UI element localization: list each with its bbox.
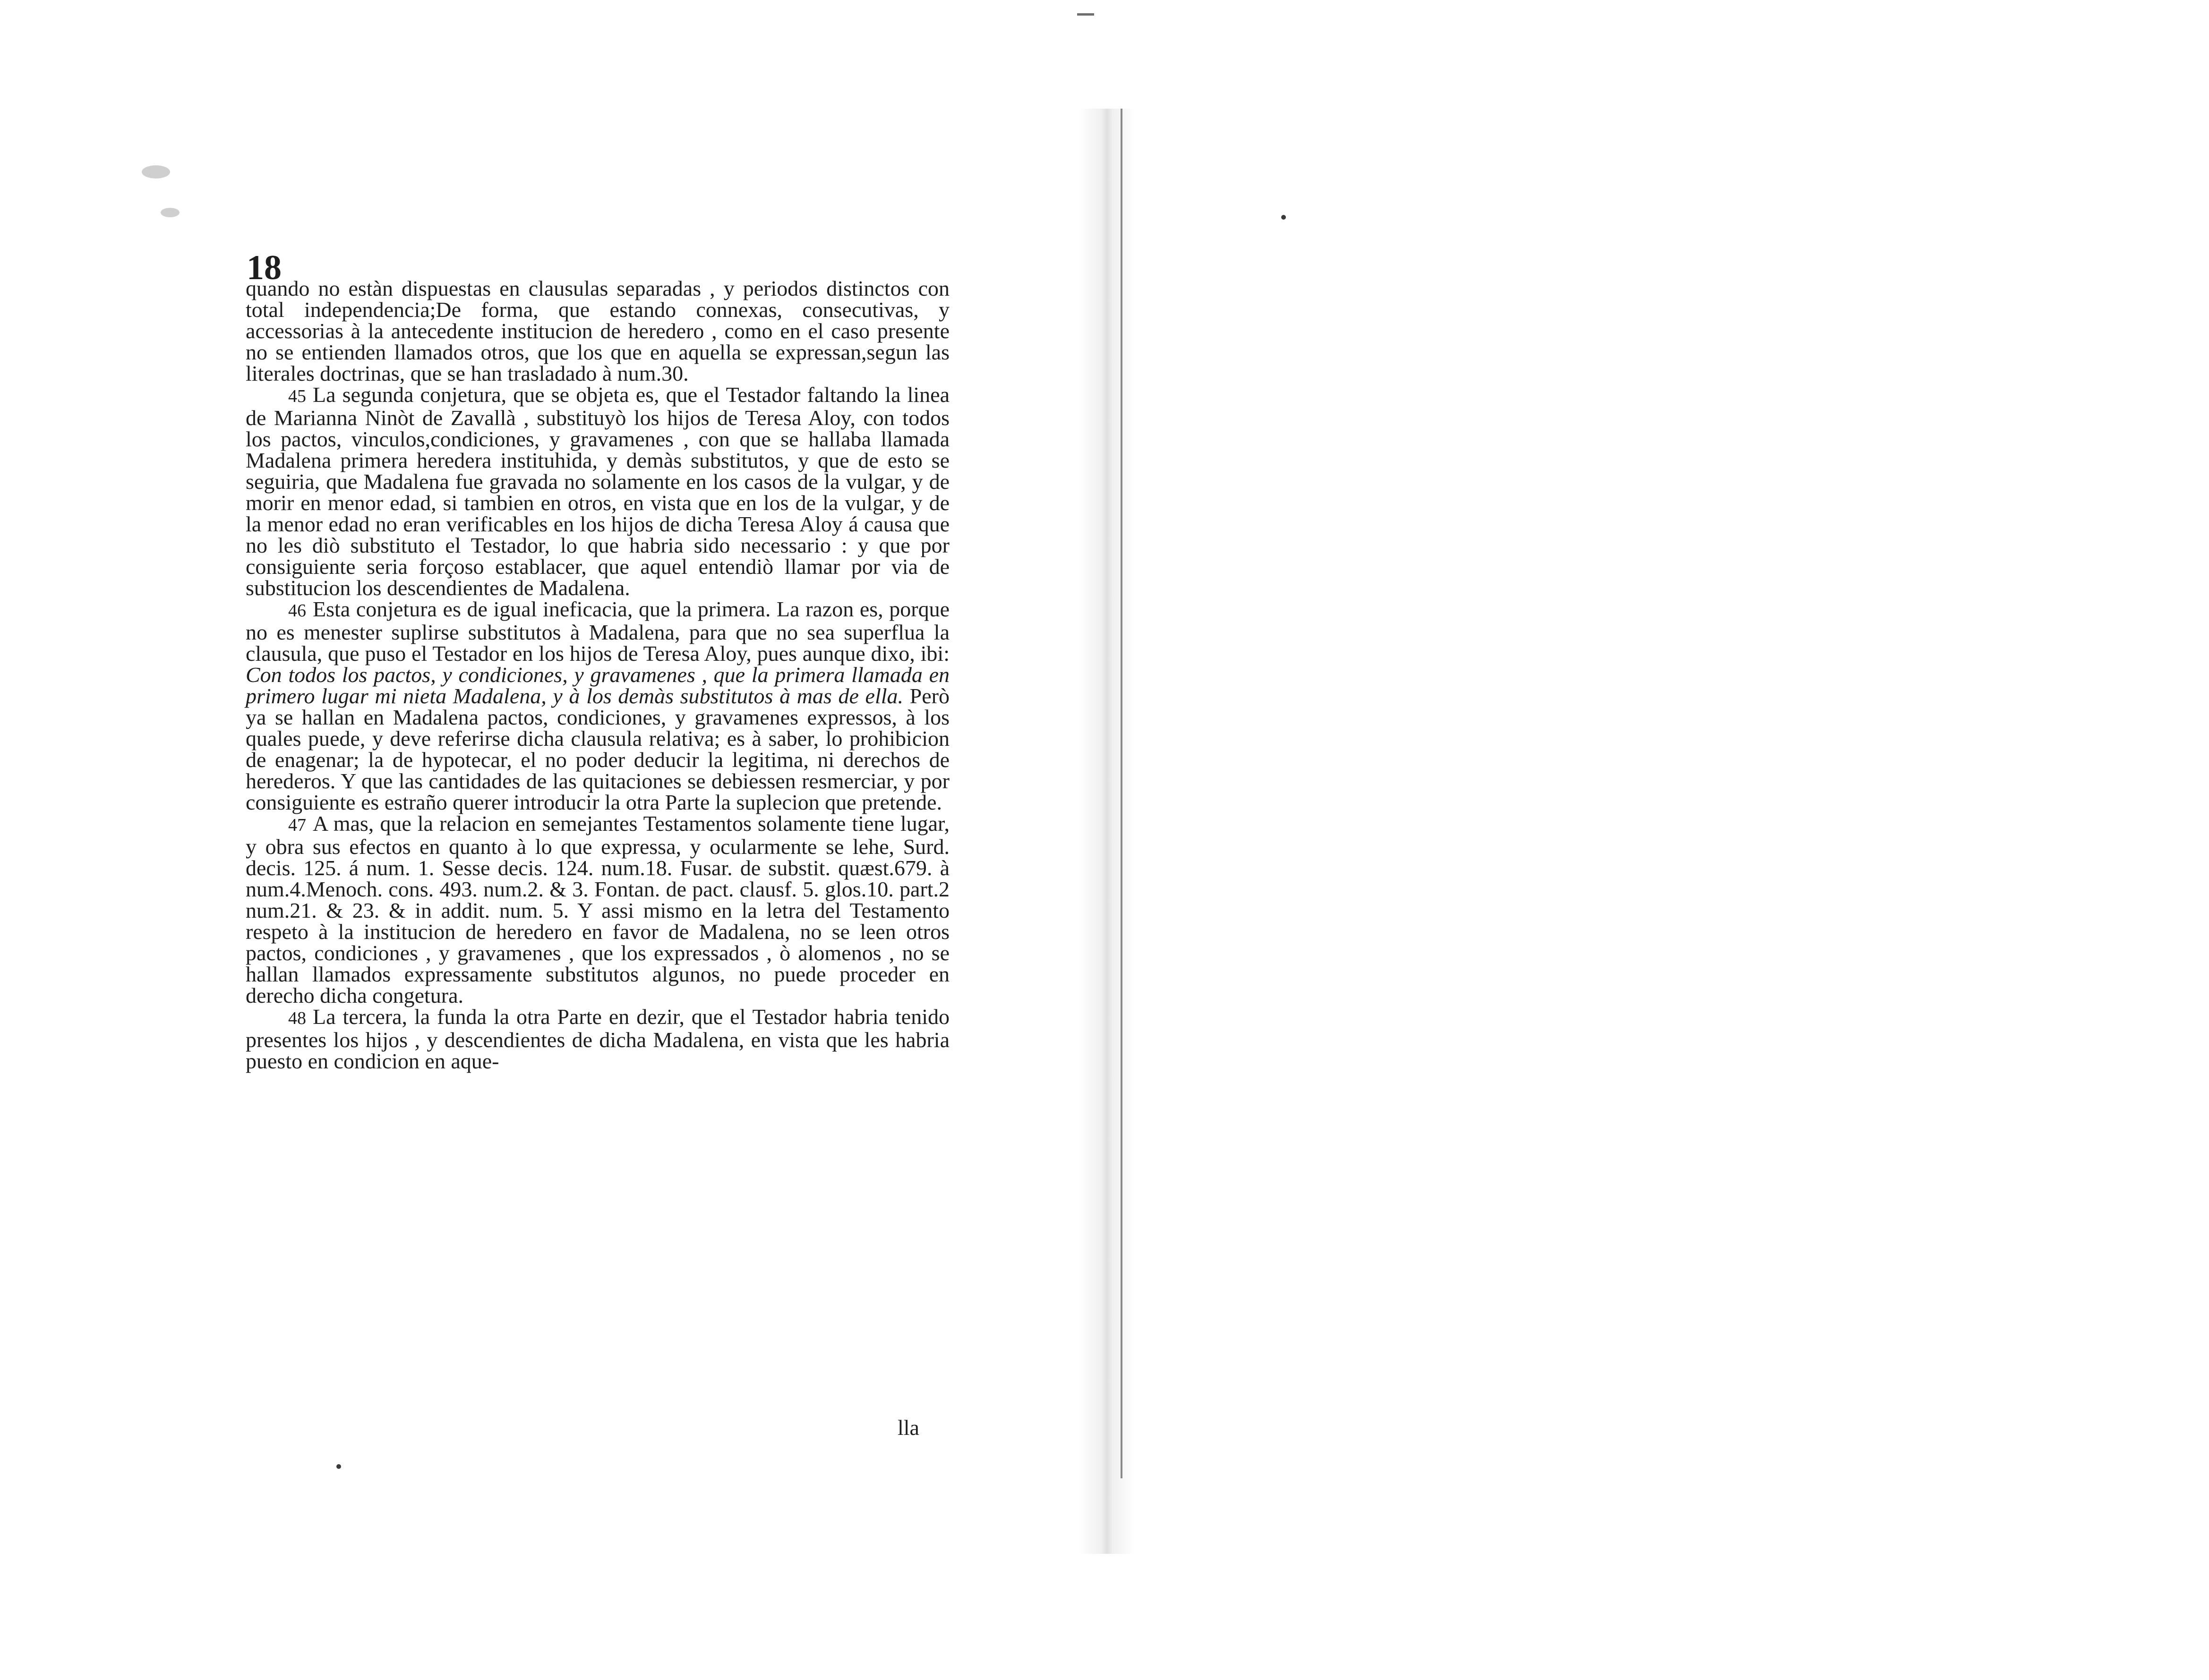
paragraph (246, 813, 950, 1006)
paragraph-number: 48 (288, 1008, 306, 1028)
paragraph (246, 278, 950, 384)
left-page (0, 0, 1079, 1680)
quotation: Con todos los pactos, y condiciones, y gravamenes , que la primera llamada en primero lugar mi nieta Madalena, y à los demàs substitutos à mas de ella. (246, 663, 950, 708)
gutter-line (1121, 109, 1122, 1478)
paragraph (246, 598, 950, 813)
paragraph-text: La tercera, la funda la otra Parte en dezir, que el Testador habria tenido presentes los hijos , y descendientes de dicha Madalena, en vista que les habria puesto en condicion en aque- (246, 1005, 950, 1073)
paragraph-number: 46 (288, 601, 306, 621)
top-mark (1077, 13, 1094, 16)
paragraph-number: 45 (288, 386, 306, 406)
book-gutter (1079, 109, 1135, 1554)
left-page-text (246, 278, 950, 1072)
page-number: 18 (247, 248, 282, 287)
right-page (1135, 0, 2209, 1680)
paragraph-text: Esta conjetura es de igual ineficacia, que la primera. La razon es, porque no es menester suplirse substitutos à Madalena, para que no sea superflua la clausula, que puso el Testador en los hijos de Teresa Aloy, pues aunque dixo, ibi: (246, 597, 950, 665)
paragraph-text: La segunda conjetura, que se objeta es, que el Testador faltando la linea de Marianna Ninòt de Zavallà , substituyò los hijos de Teresa Aloy, con todos los pactos, vinculos,condiciones, y gravamenes , con que se hallaba llamada Madalena primera heredera instituhida, y demàs substitutos, y que de esto se seguiria, que Madalena fue gravada no solamente en los casos de la vulgar, y de morir en menor edad, si tambien en otros, en vista que en los de la vulgar, y de la menor edad no eran verificables en los hijos de dicha Teresa Aloy á causa que no les diò substituto el Testador, lo que habria sido necessario : y que por consiguiente seria forçoso establacer, que aquel entendiò llamar por via de substitucion los descendientes de Madalena. (246, 383, 950, 600)
paragraph (246, 384, 950, 598)
paragraph-number: 47 (288, 815, 306, 835)
paragraph (246, 1006, 950, 1072)
paragraph-text: quando no estàn dispuestas en clausulas separadas , y periodos distinctos con total independencia;De forma, que estando connexas, consecutivas, y accessorias à la antecedente institucion de heredero , como en el caso presente no se entienden llamados otros, que los que en aquella se expressan,segun las literales doctrinas, que se han trasladado à num.30. (246, 276, 950, 385)
paragraph-text: Però ya se hallan en Madalena pactos, condiciones, y gravamenes expressos, à los quales puede, y deve referirse dicha clausula relativa; es à saber, lo prohibicion de enagenar; la de hypotecar, el no poder deducir la legitima, ni derechos de herederos. Y que las cantidades de las quitaciones se debiessen resmerciar, y por consiguiente es estraño querer introducir la otra Parte la suplecion que pretende. (246, 684, 950, 814)
catchword: lla (898, 1416, 919, 1440)
paragraph-text: A mas, que la relacion en semejantes Testamentos solamente tiene lugar, y obra sus efectos en quanto à lo que expressa, y ocularmente se lehe, Surd. decis. 125. á num. 1. Sesse decis. 124. num.18. Fusar. de substit. quæst.679. à num.4.Menoch. cons. 493. num.2. & 3. Fontan. de pact. clausf. 5. glos.10. part.2 num.21. & 23. & in addit. num. 5. Y assi mismo en la letra del Testamento respeto à la institucion de heredero en favor de Madalena, no se leen otros pactos, condiciones , y gravamenes , que los expressados , ò alomenos , no se hallan llamados expressamente substitutos algunos, no puede proceder en derecho dicha congetura. (246, 811, 950, 1007)
